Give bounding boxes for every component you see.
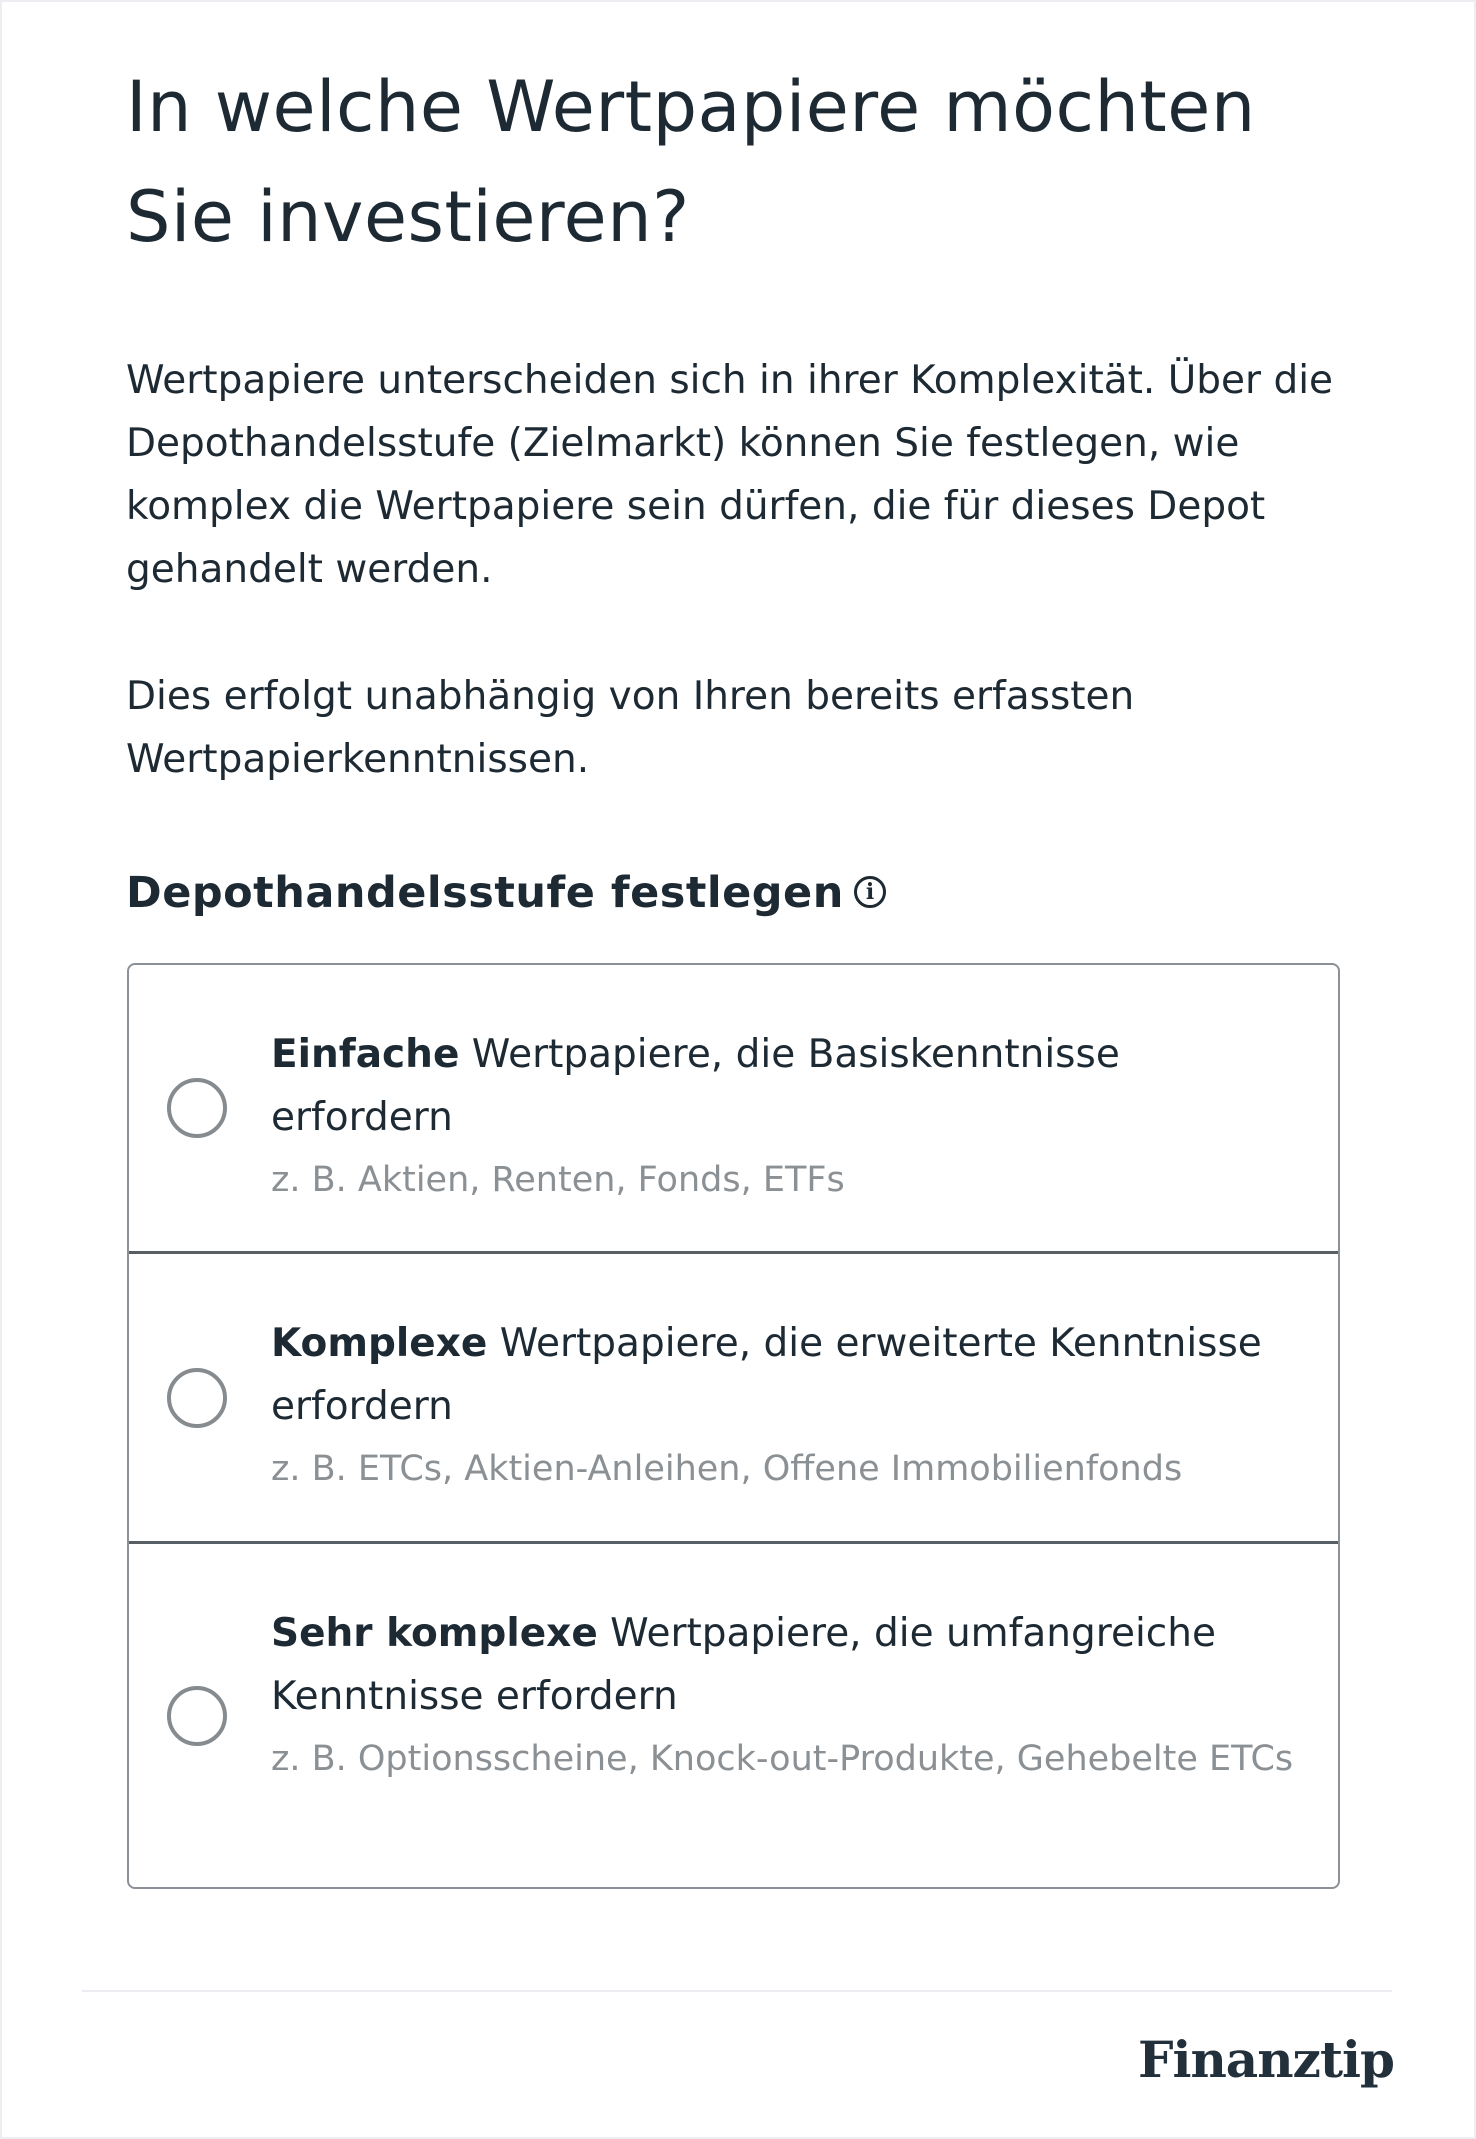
option-examples: z. B. Optionsscheine, Knock-out-Produkte, Gehebelte ETCs: [271, 1739, 1294, 1779]
option-bold: Sehr komplexe: [271, 1611, 598, 1656]
radio-button[interactable]: [167, 1368, 227, 1428]
option-complex[interactable]: [129, 1251, 1338, 1541]
option-bold: Einfache: [271, 1032, 460, 1077]
radio-button[interactable]: [167, 1078, 227, 1138]
option-label: [271, 1023, 1298, 1212]
option-text: Wertpapiere, die Basiskenntnisse erfordern: [271, 1032, 1120, 1140]
radio-button[interactable]: [167, 1686, 227, 1746]
section-label: Depothandelsstufe festlegen: [126, 868, 844, 918]
option-bold: Komplexe: [271, 1321, 488, 1366]
option-text: Wertpapiere, die umfangreiche Kenntnisse erfordern: [271, 1611, 1216, 1719]
option-label: [271, 1602, 1298, 1791]
option-examples: z. B. Aktien, Renten, Fonds, ETFs: [271, 1160, 845, 1200]
option-text: Wertpapiere, die erweiterte Kenntnisse erfordern: [271, 1321, 1262, 1429]
divider: [82, 1990, 1392, 1992]
intro-paragraph-note: Dies erfolgt unabhängig von Ihren bereits erfassten Wertpapierkenntnissen.: [126, 674, 1135, 782]
finanztip-logo: Finanztip: [1137, 2030, 1394, 2089]
intro-paragraph: Wertpapiere unterscheiden sich in ihrer Komplexität. Über die Depothandelsstufe (Zielmarkt) können Sie festlegen, wie komplex die Wertpapiere sein dürfen, die für dieses Depot gehandelt werden.: [126, 358, 1334, 592]
option-examples: z. B. ETCs, Aktien-Anleihen, Offene Immobilienfonds: [271, 1449, 1183, 1489]
option-label: [271, 1312, 1298, 1501]
option-very-complex[interactable]: [129, 1541, 1338, 1887]
trading-level-radio-group: [127, 963, 1340, 1889]
option-simple[interactable]: [129, 965, 1338, 1251]
page-title: In welche Wertpapiere möchten Sie investieren?: [126, 66, 1256, 258]
info-icon[interactable]: i: [854, 876, 886, 908]
